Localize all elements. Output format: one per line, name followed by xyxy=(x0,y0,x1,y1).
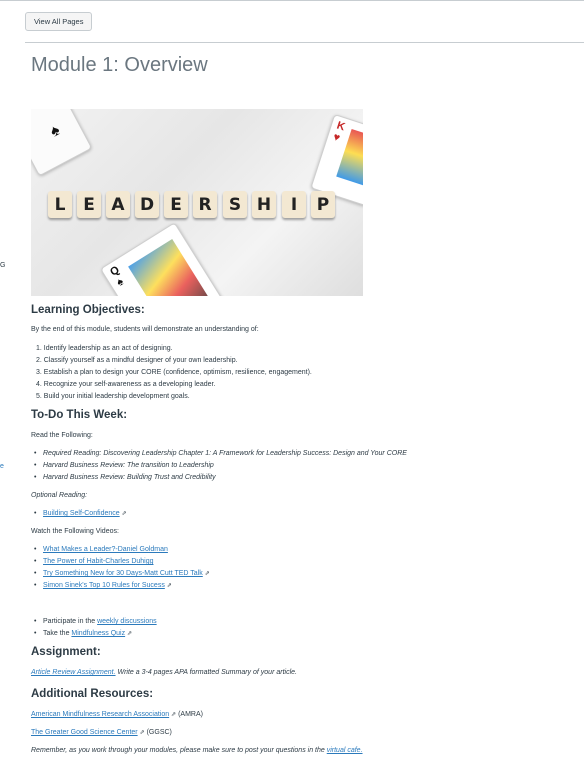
letter-tile: E xyxy=(77,191,101,218)
video-link-habit[interactable]: The Power of Habit-Charles Duhigg xyxy=(43,558,154,565)
letter-tile: L xyxy=(48,191,72,218)
letter-tile: H xyxy=(252,191,276,218)
todo-heading: To-Do This Week: xyxy=(31,409,128,421)
view-all-pages-button[interactable]: View All Pages xyxy=(25,12,92,31)
amra-link[interactable]: American Mindfulness Research Association xyxy=(31,711,170,718)
article-review-link[interactable]: Article Review Assignment. xyxy=(31,669,116,676)
letter-tile: R xyxy=(193,191,217,218)
ace-card-graphic xyxy=(31,109,92,176)
letter-tile: S xyxy=(223,191,247,218)
objective-item: 5. Build your initial leadership development goals. xyxy=(36,393,190,400)
external-link-icon: ⇗ xyxy=(139,730,145,736)
left-edge-text: G xyxy=(0,262,6,269)
video-item xyxy=(43,546,168,553)
letter-tile: I xyxy=(282,191,306,218)
objective-item: 4. Recognize your self-awareness as a developing leader. xyxy=(36,381,216,388)
top-border xyxy=(0,0,584,1)
leadership-hero-image xyxy=(31,109,363,296)
reading-item: Harvard Business Review: Building Trust and Credibility xyxy=(43,474,216,481)
queen-card-graphic xyxy=(100,222,234,296)
watch-videos-label: Watch the Following Videos: xyxy=(31,528,119,535)
mindfulness-quiz-link[interactable]: Mindfulness Quiz xyxy=(71,630,126,637)
video-link-leader[interactable]: What Makes a Leader?-Daniel Goldman xyxy=(43,546,168,553)
video-link-30-days[interactable]: Try Something New for 30 Days-Matt Cutt TED Talk xyxy=(43,570,203,577)
page-title: Module 1: Overview xyxy=(31,54,208,76)
video-link-sinek[interactable]: Simon Sinek's Top 10 Rules for Sucess xyxy=(43,582,165,589)
letter-tile: E xyxy=(164,191,188,218)
letter-tile: A xyxy=(106,191,130,218)
resource-item: American Mindfulness Research Association ⇗ (AMRA) xyxy=(31,711,203,718)
task-item: Take the Mindfulness Quiz ⇗ xyxy=(43,630,133,637)
external-link-icon: ⇗ xyxy=(171,712,177,718)
objective-item: 3. Establish a plan to design your CORE (confidence, optimism, resilience, engagement). xyxy=(36,369,312,376)
letter-tile: D xyxy=(135,191,159,218)
video-item xyxy=(43,582,172,589)
spade-icon: ♠ xyxy=(47,121,63,141)
weekly-discussions-link[interactable]: weekly discussions xyxy=(97,618,157,625)
reading-item: Harvard Business Review: The transition to Leadership xyxy=(43,462,214,469)
optional-reading-item xyxy=(43,510,127,517)
video-item xyxy=(43,558,154,565)
spade-icon: Q ♠ xyxy=(108,263,126,289)
assignment-text: Article Review Assignment. Write a 3-4 pages APA formatted Summary of your article. xyxy=(31,669,297,676)
learning-objectives-heading: Learning Objectives: xyxy=(31,304,145,316)
external-link-icon: ⇗ xyxy=(204,571,210,577)
resource-item: The Greater Good Science Center ⇗ (GGSC) xyxy=(31,729,172,736)
external-link-icon: ⇗ xyxy=(127,631,133,637)
objectives-intro: By the end of this module, students will demonstrate an understanding of: xyxy=(31,326,259,333)
external-link-icon: ⇗ xyxy=(121,511,127,517)
objective-item: 2. Classify yourself as a mindful designer of your own leadership. xyxy=(36,357,238,364)
optional-reading-label: Optional Reading: xyxy=(31,492,88,499)
header-divider xyxy=(25,42,584,43)
external-link-icon: ⇗ xyxy=(166,583,172,589)
assignment-heading: Assignment: xyxy=(31,646,101,658)
reading-item: Required Reading: Discovering Leadership Chapter 1: A Framework for Leadership Success: Design and Your CORE xyxy=(43,450,407,457)
heart-icon: K ♥ xyxy=(331,119,347,145)
building-self-confidence-link[interactable]: Building Self-Confidence xyxy=(43,510,120,517)
ggsc-link[interactable]: The Greater Good Science Center xyxy=(31,729,138,736)
virtual-cafe-link[interactable]: virtual cafe. xyxy=(326,747,363,754)
video-item xyxy=(43,570,210,577)
reminder-text: Remember, as you work through your modules, please make sure to post your questions in the virtual cafe. xyxy=(31,747,363,754)
additional-resources-heading: Additional Resources: xyxy=(31,688,154,700)
task-item: Participate in the weekly discussions xyxy=(43,618,157,625)
objective-item: 1. Identify leadership as an act of designing. xyxy=(36,345,173,352)
letter-tile: P xyxy=(311,191,335,218)
read-following-label: Read the Following: xyxy=(31,432,93,439)
left-edge-link[interactable]: e xyxy=(0,463,4,470)
